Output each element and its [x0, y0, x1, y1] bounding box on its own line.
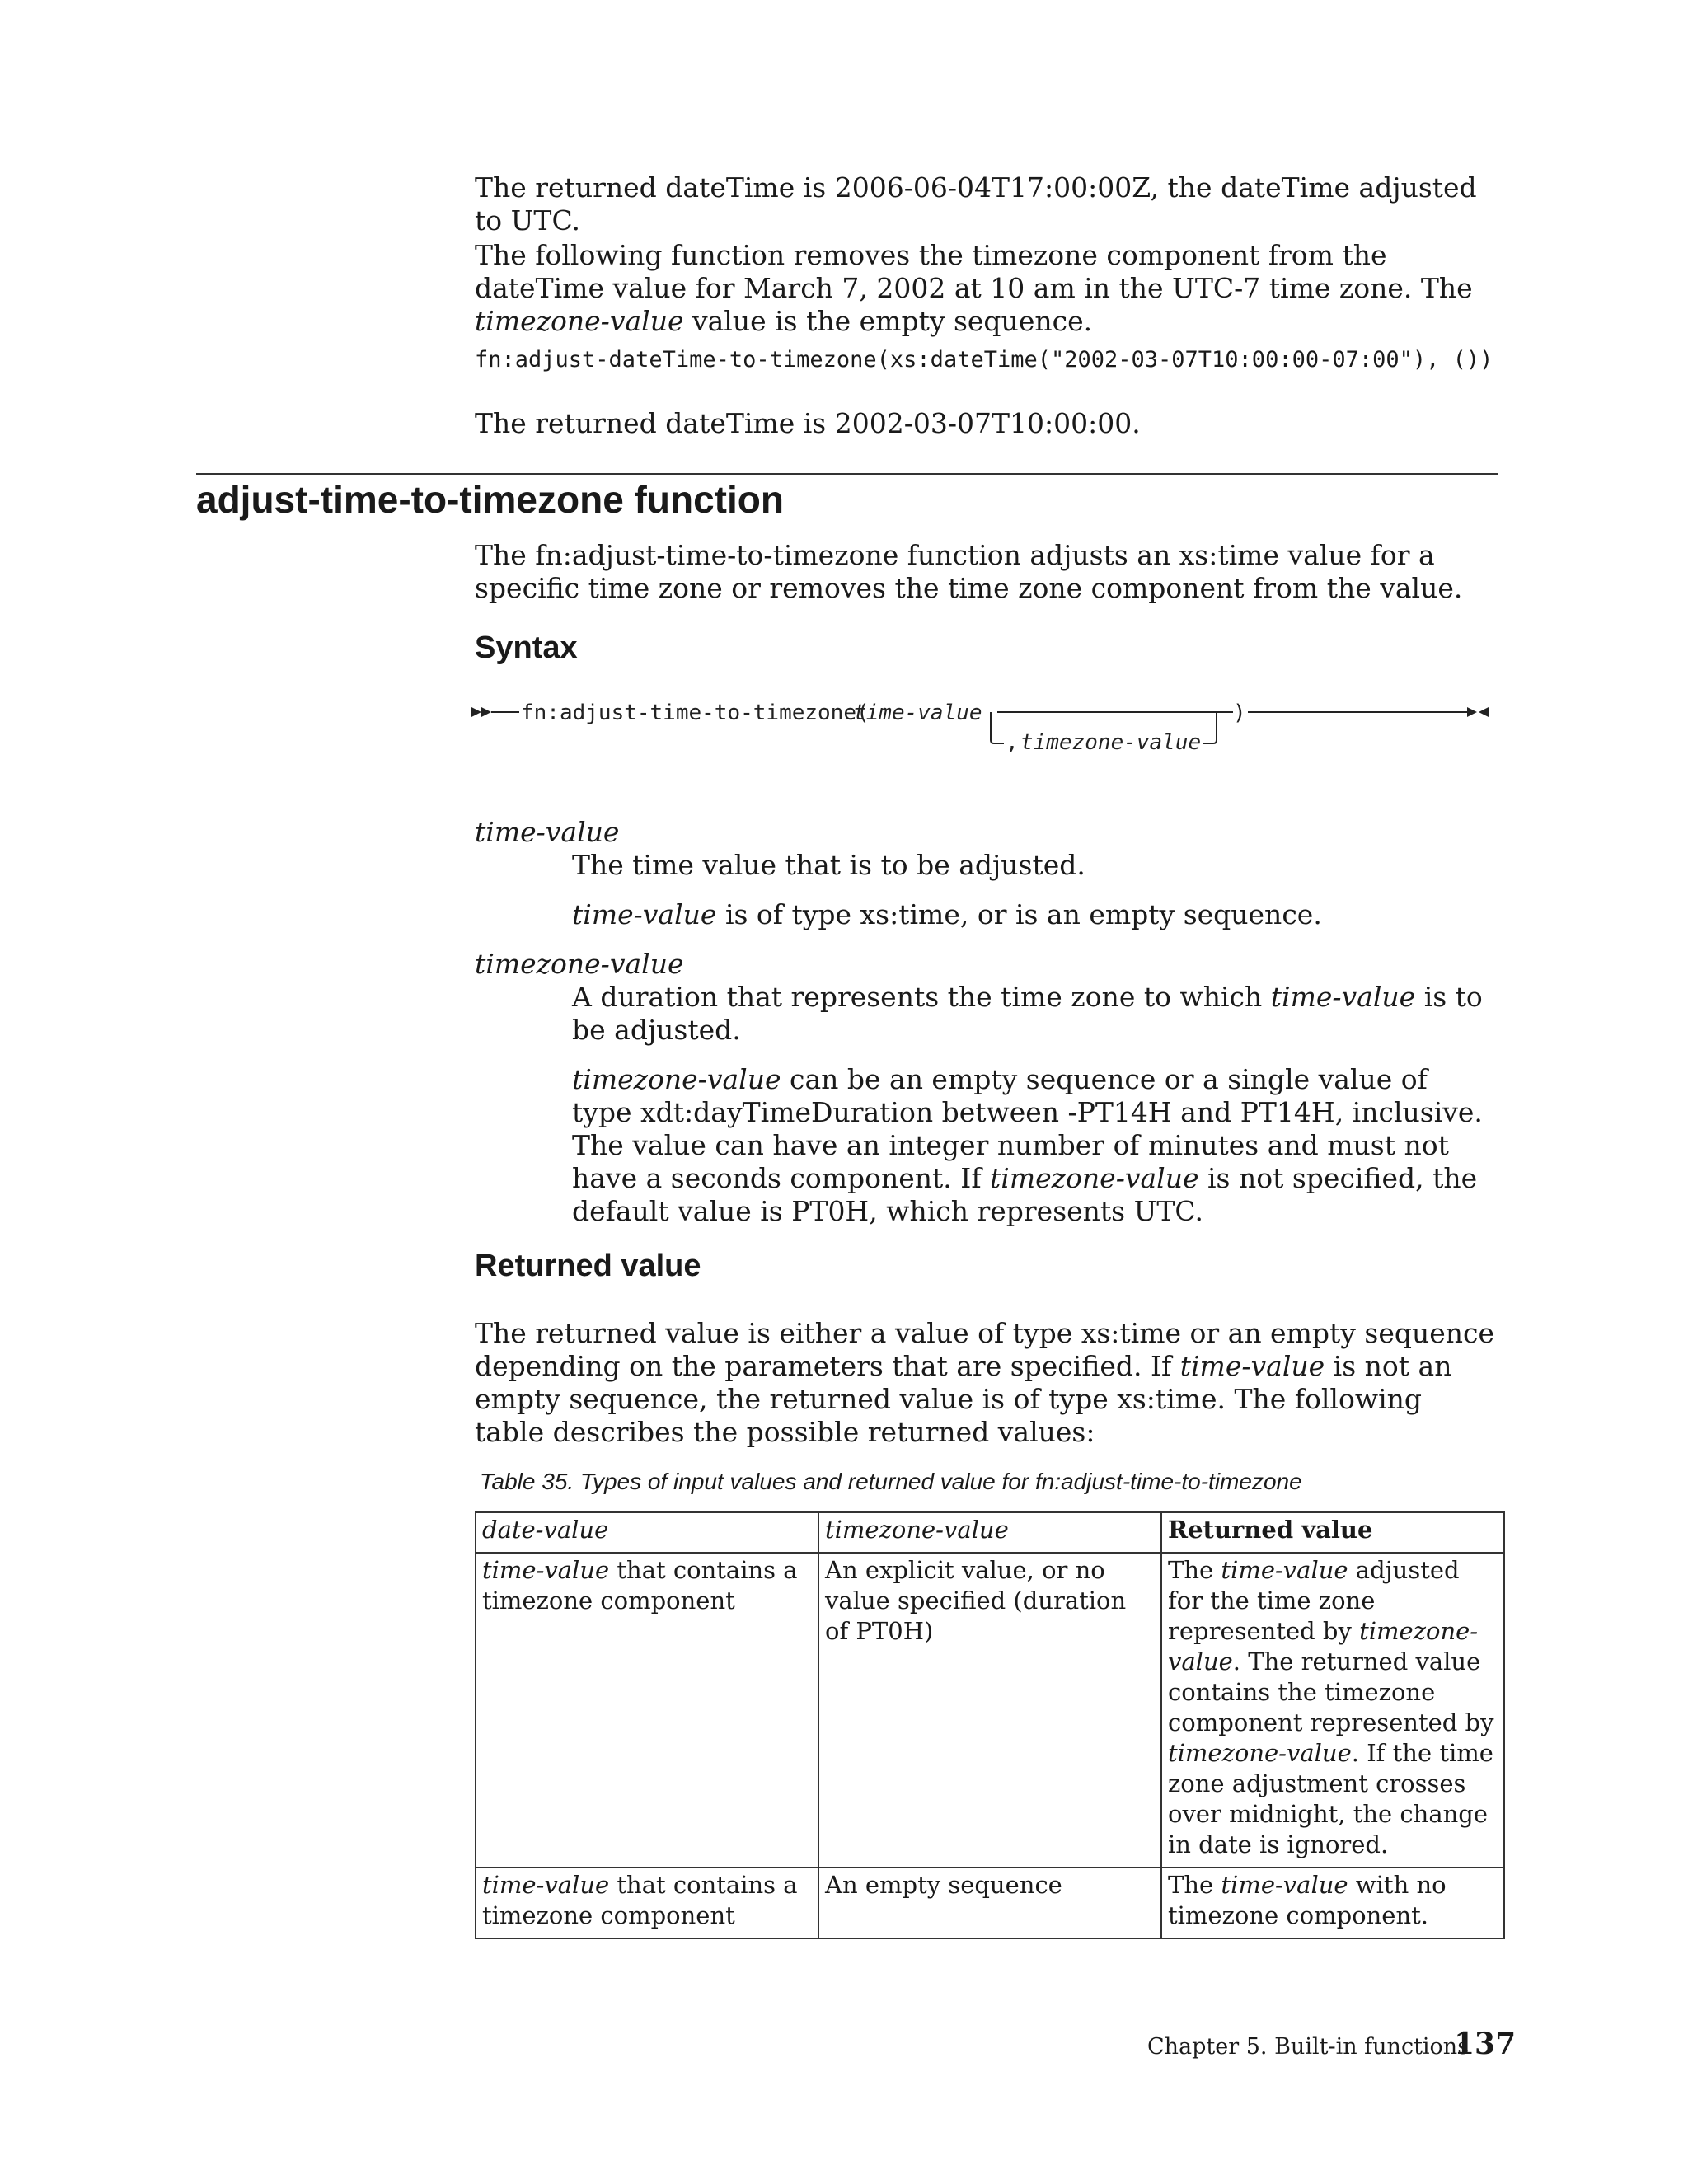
- term: timezone-value: [1168, 1617, 1479, 1675]
- returned-value-heading: Returned value: [475, 1249, 701, 1283]
- returned-value-paragraph: [475, 1317, 1497, 1449]
- returned-values-table: [475, 1511, 1505, 1939]
- section-title: adjust-time-to-timezone function: [196, 478, 784, 521]
- text: A duration that represents the time zone to which: [572, 981, 1271, 1013]
- table-cell: [1161, 1553, 1504, 1868]
- paragraph-returned-datetime: The returned dateTime is 2002-03-07T10:00:00.: [475, 407, 1141, 439]
- param-term-time-value: time-value: [475, 816, 620, 848]
- table-cell: An explicit value, or no value specified (duration of PT0H): [818, 1553, 1161, 1868]
- table-header-row: [476, 1512, 1504, 1553]
- param-desc: The time value that is to be adjusted.: [572, 849, 1085, 881]
- param-desc: [572, 1063, 1495, 1228]
- term: time-value: [572, 898, 717, 930]
- section-divider: [196, 473, 1498, 475]
- text: The: [1168, 1556, 1221, 1584]
- table-header: date-value: [476, 1512, 818, 1553]
- end-arrow-icon: [1479, 707, 1489, 717]
- text: . The returned value contains the timezone component represented by: [1168, 1647, 1494, 1736]
- intro-paragraph: The fn:adjust-time-to-timezone function adjusts an xs:time value for a specific time zone or removes the time zone component from the value.: [475, 539, 1463, 604]
- table-cell: [1161, 1868, 1504, 1938]
- table-row: [476, 1868, 1504, 1938]
- syntax-param-timezone-value: timezone-value: [1020, 730, 1202, 755]
- term: time-value: [1270, 981, 1416, 1013]
- term: timezone-value: [990, 1162, 1199, 1194]
- text: with no timezone component.: [1168, 1871, 1447, 1929]
- syntax-diagram: [470, 697, 1500, 763]
- text: adjusted for the time zone represented by: [1168, 1556, 1460, 1645]
- text: is not an empty sequence, the returned value is of type xs:time. The following table describes the possible returned values:: [475, 1350, 1452, 1448]
- text: The returned value is either a value of type xs:time or an empty sequence depending on the parameters that are specified. If: [475, 1317, 1495, 1382]
- text: . If the time zone adjustment crosses over midnight, the change in date is ignored.: [1168, 1739, 1493, 1858]
- text: The: [1168, 1871, 1221, 1899]
- text: that contains a timezone component: [482, 1556, 798, 1615]
- syntax-heading: Syntax: [475, 630, 578, 665]
- table-row: [476, 1553, 1504, 1868]
- table-caption: Table 35. Types of input values and returned value for fn:adjust-time-to-timezone: [480, 1469, 1302, 1494]
- table-cell: [476, 1553, 818, 1868]
- start-arrow-icon: [481, 707, 491, 717]
- text: is not specified, the default value is PT0H, which represents UTC.: [572, 1162, 1478, 1227]
- term: timezone-value: [572, 1063, 781, 1095]
- table-header: Returned value: [1161, 1512, 1504, 1553]
- syntax-optional-comma: ,: [1006, 730, 1019, 755]
- text: is to be adjusted.: [572, 981, 1483, 1046]
- term: timezone-value: [1168, 1739, 1352, 1767]
- term: time-value: [1179, 1350, 1325, 1382]
- term: time-value: [482, 1556, 610, 1584]
- end-arrow-icon: [1467, 707, 1477, 717]
- table-header: timezone-value: [818, 1512, 1161, 1553]
- page-number: 137: [1454, 2027, 1517, 2061]
- text: can be an empty sequence or a single value of type xdt:dayTimeDuration between -PT14H and PT14H, inclusive. The value can have an integer number of minutes and must not have a seconds component. If: [572, 1063, 1483, 1194]
- text: that contains a timezone component: [482, 1871, 798, 1929]
- param-desc: [572, 898, 1495, 931]
- term: time-value: [482, 1871, 610, 1899]
- text: value is the empty sequence.: [683, 305, 1093, 337]
- code-example: fn:adjust-dateTime-to-timezone(xs:dateTime("2002-03-07T10:00:00-07:00"), ()): [475, 347, 1493, 373]
- param-desc: [572, 981, 1495, 1047]
- term: time-value: [1221, 1871, 1348, 1899]
- paragraph-utc-result: The returned dateTime is 2006-06-04T17:00:00Z, the dateTime adjusted to UTC.: [475, 171, 1477, 237]
- syntax-param-time-value: time-value: [853, 701, 982, 725]
- table-cell: [476, 1868, 818, 1938]
- syntax-function-name: fn:adjust-time-to-timezone(: [521, 701, 870, 725]
- footer-chapter: Chapter 5. Built-in functions: [1147, 2034, 1470, 2060]
- text: is of type xs:time, or is an empty sequence.: [716, 898, 1322, 930]
- table-cell: An empty sequence: [818, 1868, 1161, 1938]
- paragraph-remove-timezone: [475, 239, 1497, 338]
- term: time-value: [1221, 1556, 1348, 1584]
- syntax-close-paren: ): [1233, 701, 1246, 725]
- term-timezone-value: timezone-value: [475, 305, 684, 337]
- text: The following function removes the timezone component from the dateTime value for March 7, 2002 at 10 am in the UTC-7 time zone. The: [475, 239, 1473, 304]
- param-term-timezone-value: timezone-value: [475, 948, 684, 980]
- start-arrow-icon: [471, 707, 481, 717]
